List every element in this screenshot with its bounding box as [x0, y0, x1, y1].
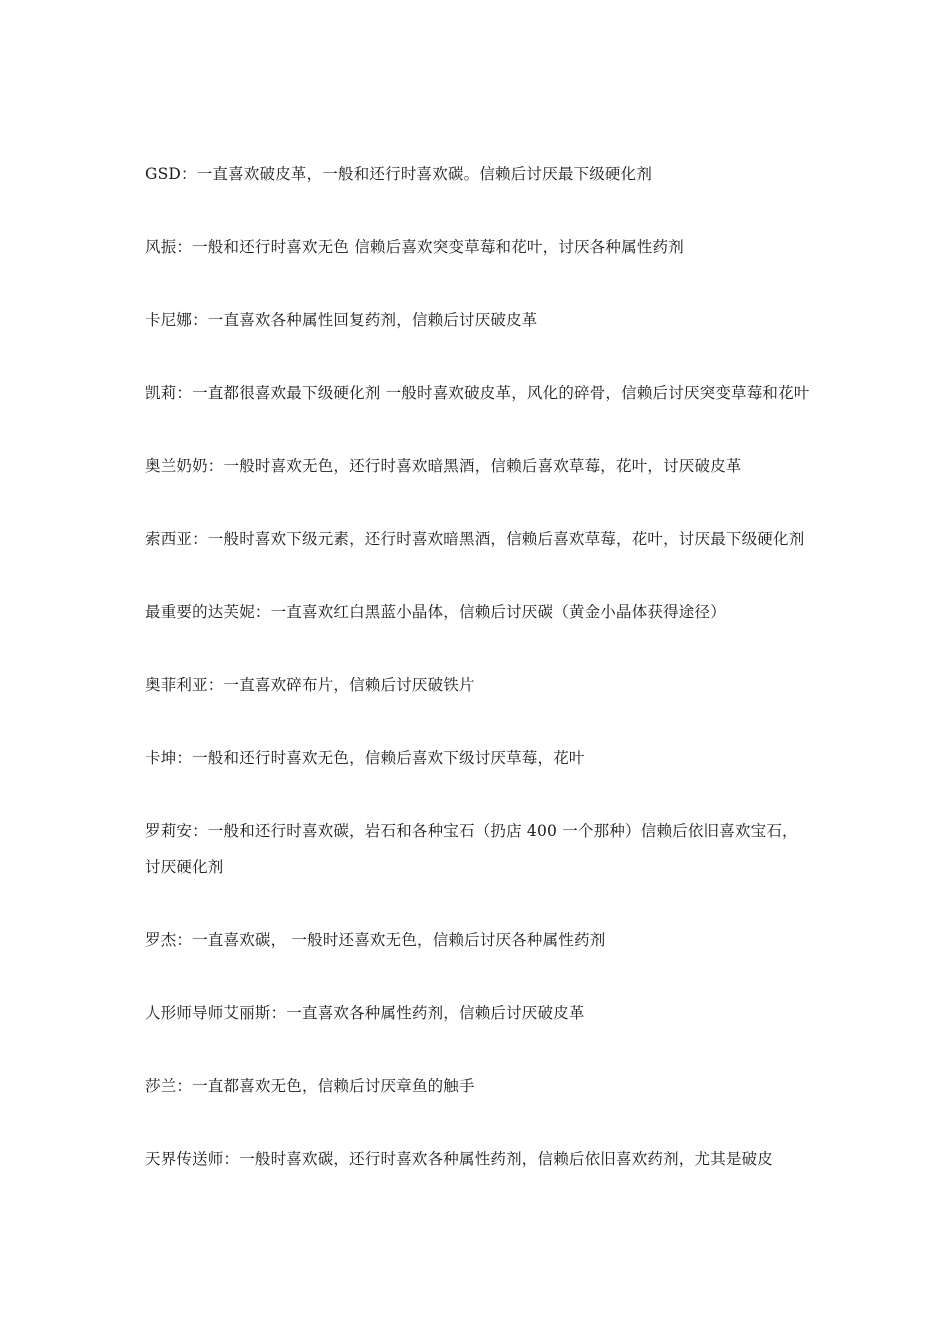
document-body: [145, 156, 811, 1214]
paragraph-tianjie-teleporter: 天界传送师：一般时喜欢碳，还行时喜欢各种属性药剂，信赖后依旧喜欢药剂，尤其是破皮: [145, 1150, 774, 1168]
paragraph-aofeiliya: 奥菲利亚：一直喜欢碎布片，信赖后讨厌破铁片: [145, 676, 475, 694]
paragraph-kakun: 卡坤：一般和还行时喜欢无色，信赖后喜欢下级讨厌草莓，花叶: [145, 749, 585, 767]
paragraph-suoxiya: 索西亚：一般时喜欢下级元素，还行时喜欢暗黑酒，信赖后喜欢草莓，花叶，讨厌最下级硬化剂: [145, 530, 805, 548]
paragraph-kaili: 凯莉：一直都很喜欢最下级硬化剂 一般时喜欢破皮革，风化的碎骨，信赖后讨厌突变草莓和花叶: [145, 384, 810, 402]
paragraph-luojie: 罗杰：一直喜欢碳， 一般时还喜欢无色，信赖后讨厌各种属性药剂: [145, 931, 606, 949]
paragraph-luolian: 罗莉安：一般和还行时喜欢碳，岩石和各种宝石（扔店 400 一个那种）信赖后依旧喜欢宝石，讨厌硬化剂: [145, 822, 798, 876]
paragraph-gsd: GSD：一直喜欢破皮革，一般和还行时喜欢碳。信赖后讨厌最下级硬化剂: [145, 165, 653, 183]
paragraph-dafuni: 最重要的达芙妮：一直喜欢红白黑蓝小晶体，信赖后讨厌碳（黄金小晶体获得途径）: [145, 603, 726, 621]
paragraph-ailisi: 人形师导师艾丽斯：一直喜欢各种属性药剂，信赖后讨厌破皮革: [145, 1004, 585, 1022]
paragraph-fengzhen: 风振：一般和还行时喜欢无色 信赖后喜欢突变草莓和花叶，讨厌各种属性药剂: [145, 238, 684, 256]
paragraph-kanina: 卡尼娜：一直喜欢各种属性回复药剂，信赖后讨厌破皮革: [145, 311, 538, 329]
paragraph-shalan: 莎兰：一直都喜欢无色，信赖后讨厌章鱼的触手: [145, 1077, 475, 1095]
paragraph-aolan-grandma: 奥兰奶奶：一般时喜欢无色，还行时喜欢暗黑酒，信赖后喜欢草莓，花叶，讨厌破皮革: [145, 457, 742, 475]
